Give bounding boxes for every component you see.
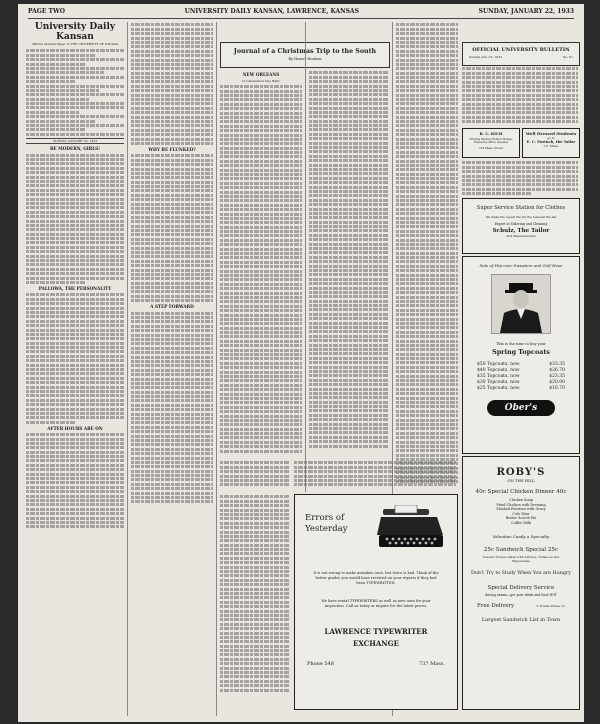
menu-item: Coffee Milk <box>511 520 531 525</box>
schulz-tagline: Expert in Tailoring and Cleaning <box>494 222 548 226</box>
typewriter-name2: EXCHANGE <box>353 639 399 648</box>
robys-menu <box>463 498 579 526</box>
newspaper-page <box>18 4 584 722</box>
journal-title: Journal of a Christmas Trip to the South <box>233 48 377 55</box>
robys-ad <box>462 456 580 710</box>
obers-price-list <box>477 362 565 392</box>
bulletin-title: OFFICIAL UNIVERSITY BULLETIN <box>472 47 570 53</box>
price-value: $16.70 <box>549 386 565 391</box>
menu-item: Butter Scotch Pie <box>505 516 537 521</box>
schulz-title: Super Service Station for Clothes <box>476 205 566 211</box>
rich-services: Printing Binding Rubber Stamps Engraving Office Supplies <box>469 138 513 144</box>
typewriter-image <box>377 505 447 553</box>
dressed-line1: Well Dressed Students <box>525 131 577 136</box>
column-rule <box>127 22 128 716</box>
robys-valentine: Valentine Candy a Specialty <box>492 533 550 539</box>
robys-title: ROBY'S <box>496 467 546 478</box>
price-value: $20.00 <box>549 380 565 385</box>
robys-delivery-sub: during exams—get your drink and food HOT <box>485 592 557 597</box>
typewriter-exchange-ad <box>294 494 458 710</box>
schulz-tailor-ad <box>462 198 580 254</box>
price-item: $30 Topcoats, now <box>477 380 520 385</box>
bulletin-notices <box>462 160 578 196</box>
robys-sandwich: 25c Sandwich Special 25c <box>483 546 559 553</box>
menu-item: Mashed Potatoes with Gravy <box>496 507 546 512</box>
price-value: $33.35 <box>549 362 565 367</box>
schulz-address: 924 Massachusetts <box>506 234 536 238</box>
price-value: $26.70 <box>549 368 565 373</box>
price-value: $23.35 <box>549 374 565 379</box>
column-2 <box>131 22 213 716</box>
headline-be-modern: BE MODERN, GIRLS! <box>49 146 101 152</box>
rich-address: 734 Mass. Street <box>478 146 504 150</box>
column-rule <box>216 22 217 716</box>
headline-why-flunk: WHY BE FLUNKED? <box>148 146 196 152</box>
rich-title: R. C. RICH <box>479 131 503 136</box>
price-item: $25 Topcoats, now <box>477 386 520 391</box>
postuch-tailor-ad <box>522 128 580 158</box>
running-head <box>28 8 574 19</box>
headline-step-forward: A STEP FORWARD <box>150 304 194 310</box>
headline-new-orleans: NEW ORLEANS <box>242 72 280 77</box>
bulletin-header <box>462 42 580 66</box>
paper-title: UNIVERSITY DAILY KANSAN, LAWRENCE, KANSAS <box>184 8 359 15</box>
masthead-subtitle: Official Student Paper of THE UNIVERSITY OF KANSAS <box>31 42 119 46</box>
menu-item: Fried Chicken with Dressing <box>496 502 546 507</box>
masthead-date: SUNDAY, JANUARY 22, 1933 <box>26 138 124 144</box>
column-3-mid <box>220 460 290 490</box>
price-item: $50 Topcoats, now <box>477 362 520 367</box>
robys-phone: 2 Trunks Phone 12 <box>536 603 565 608</box>
rich-printing-ad <box>462 128 520 158</box>
robys-delivery: Special Delivery Service <box>487 584 555 591</box>
obers-logo-text: Ober's <box>504 403 538 413</box>
dressed-line4: 711 Mass. <box>543 144 559 148</box>
bulletin-number: No. 81 <box>562 55 573 59</box>
column-1 <box>26 22 124 716</box>
menu-item: Cole Slaw <box>512 511 530 516</box>
subhead-new-orleans: In Celebration Day Rally <box>242 79 280 84</box>
page-number: PAGE TWO <box>28 8 65 15</box>
robys-sandwich-sub: Toasted Tongue Salad with Lettuce, Tomatoes and Mayonnaise <box>482 554 560 563</box>
menu-item: Chicken Soup <box>509 498 533 502</box>
man-portrait-image <box>491 274 551 334</box>
dressed-line3: E. C. Postuch, the Tailor <box>526 140 576 144</box>
typewriter-address: 737 Mass. <box>419 661 445 667</box>
typewriter-body2: We have rental TYPEWRITERS as well as new ones for your inspection. Call us today or inquire for the latest prices. <box>321 599 431 608</box>
dressed-line2: go to <box>547 136 555 140</box>
bulletin-body <box>462 66 578 126</box>
robys-dinner: 40c Special Chicken Dinner 40c <box>475 489 567 495</box>
column-4 <box>309 70 389 492</box>
obers-topcoats: Spring Topcoats <box>492 348 550 356</box>
column-3-lower <box>220 494 290 716</box>
typewriter-phone: Phone 548 <box>307 661 334 667</box>
obers-logo <box>487 400 555 416</box>
obers-headline: Sale of Hip-over Sweaters and Golf Hose <box>479 263 563 268</box>
price-item: $40 Topcoats, now <box>477 368 520 373</box>
headline-pallowa: PALLOWA, THE PERSONALITY <box>38 285 112 291</box>
schulz-slogans: We make We repair We fur We remodel We hat <box>485 215 557 219</box>
obers-topcoat-ad <box>462 256 580 454</box>
price-row <box>477 386 565 392</box>
robys-largest: Largest Sandwich List in Town <box>481 616 561 623</box>
obers-this-time: This is the time to buy your <box>495 342 547 346</box>
typewriter-errors: Errors of Yesterday <box>305 513 348 534</box>
journal-byline: By Homer Hoskins <box>288 57 322 61</box>
schulz-name: Schulz, The Tailor <box>492 228 550 234</box>
robys-free: Free Delivery <box>477 602 515 609</box>
issue-date: SUNDAY, JANUARY 22, 1933 <box>478 8 574 15</box>
price-item: $35 Topcoats, now <box>477 374 520 379</box>
bulletin-date: Sunday, Jan. 22, 1933 <box>469 55 503 59</box>
masthead-title: University Daily Kansan <box>34 22 116 42</box>
headline-after-hours: AFTER HOURS ARE ON <box>47 425 103 431</box>
typewriter-name1: LAWRENCE TYPEWRITER <box>324 627 428 636</box>
column-3 <box>220 70 302 492</box>
robys-sub: ON THE HILL <box>507 478 535 483</box>
robys-ready: Don't Try to Study When You are Hungry <box>471 570 571 576</box>
column-4-lower <box>294 460 456 490</box>
column-rule <box>305 22 306 492</box>
typewriter-body: It is not wrong to make mistakes once, but twice is bad. Think of the better grades you would have received on your reports if they had been TYPEWRITTEN. <box>313 571 439 585</box>
